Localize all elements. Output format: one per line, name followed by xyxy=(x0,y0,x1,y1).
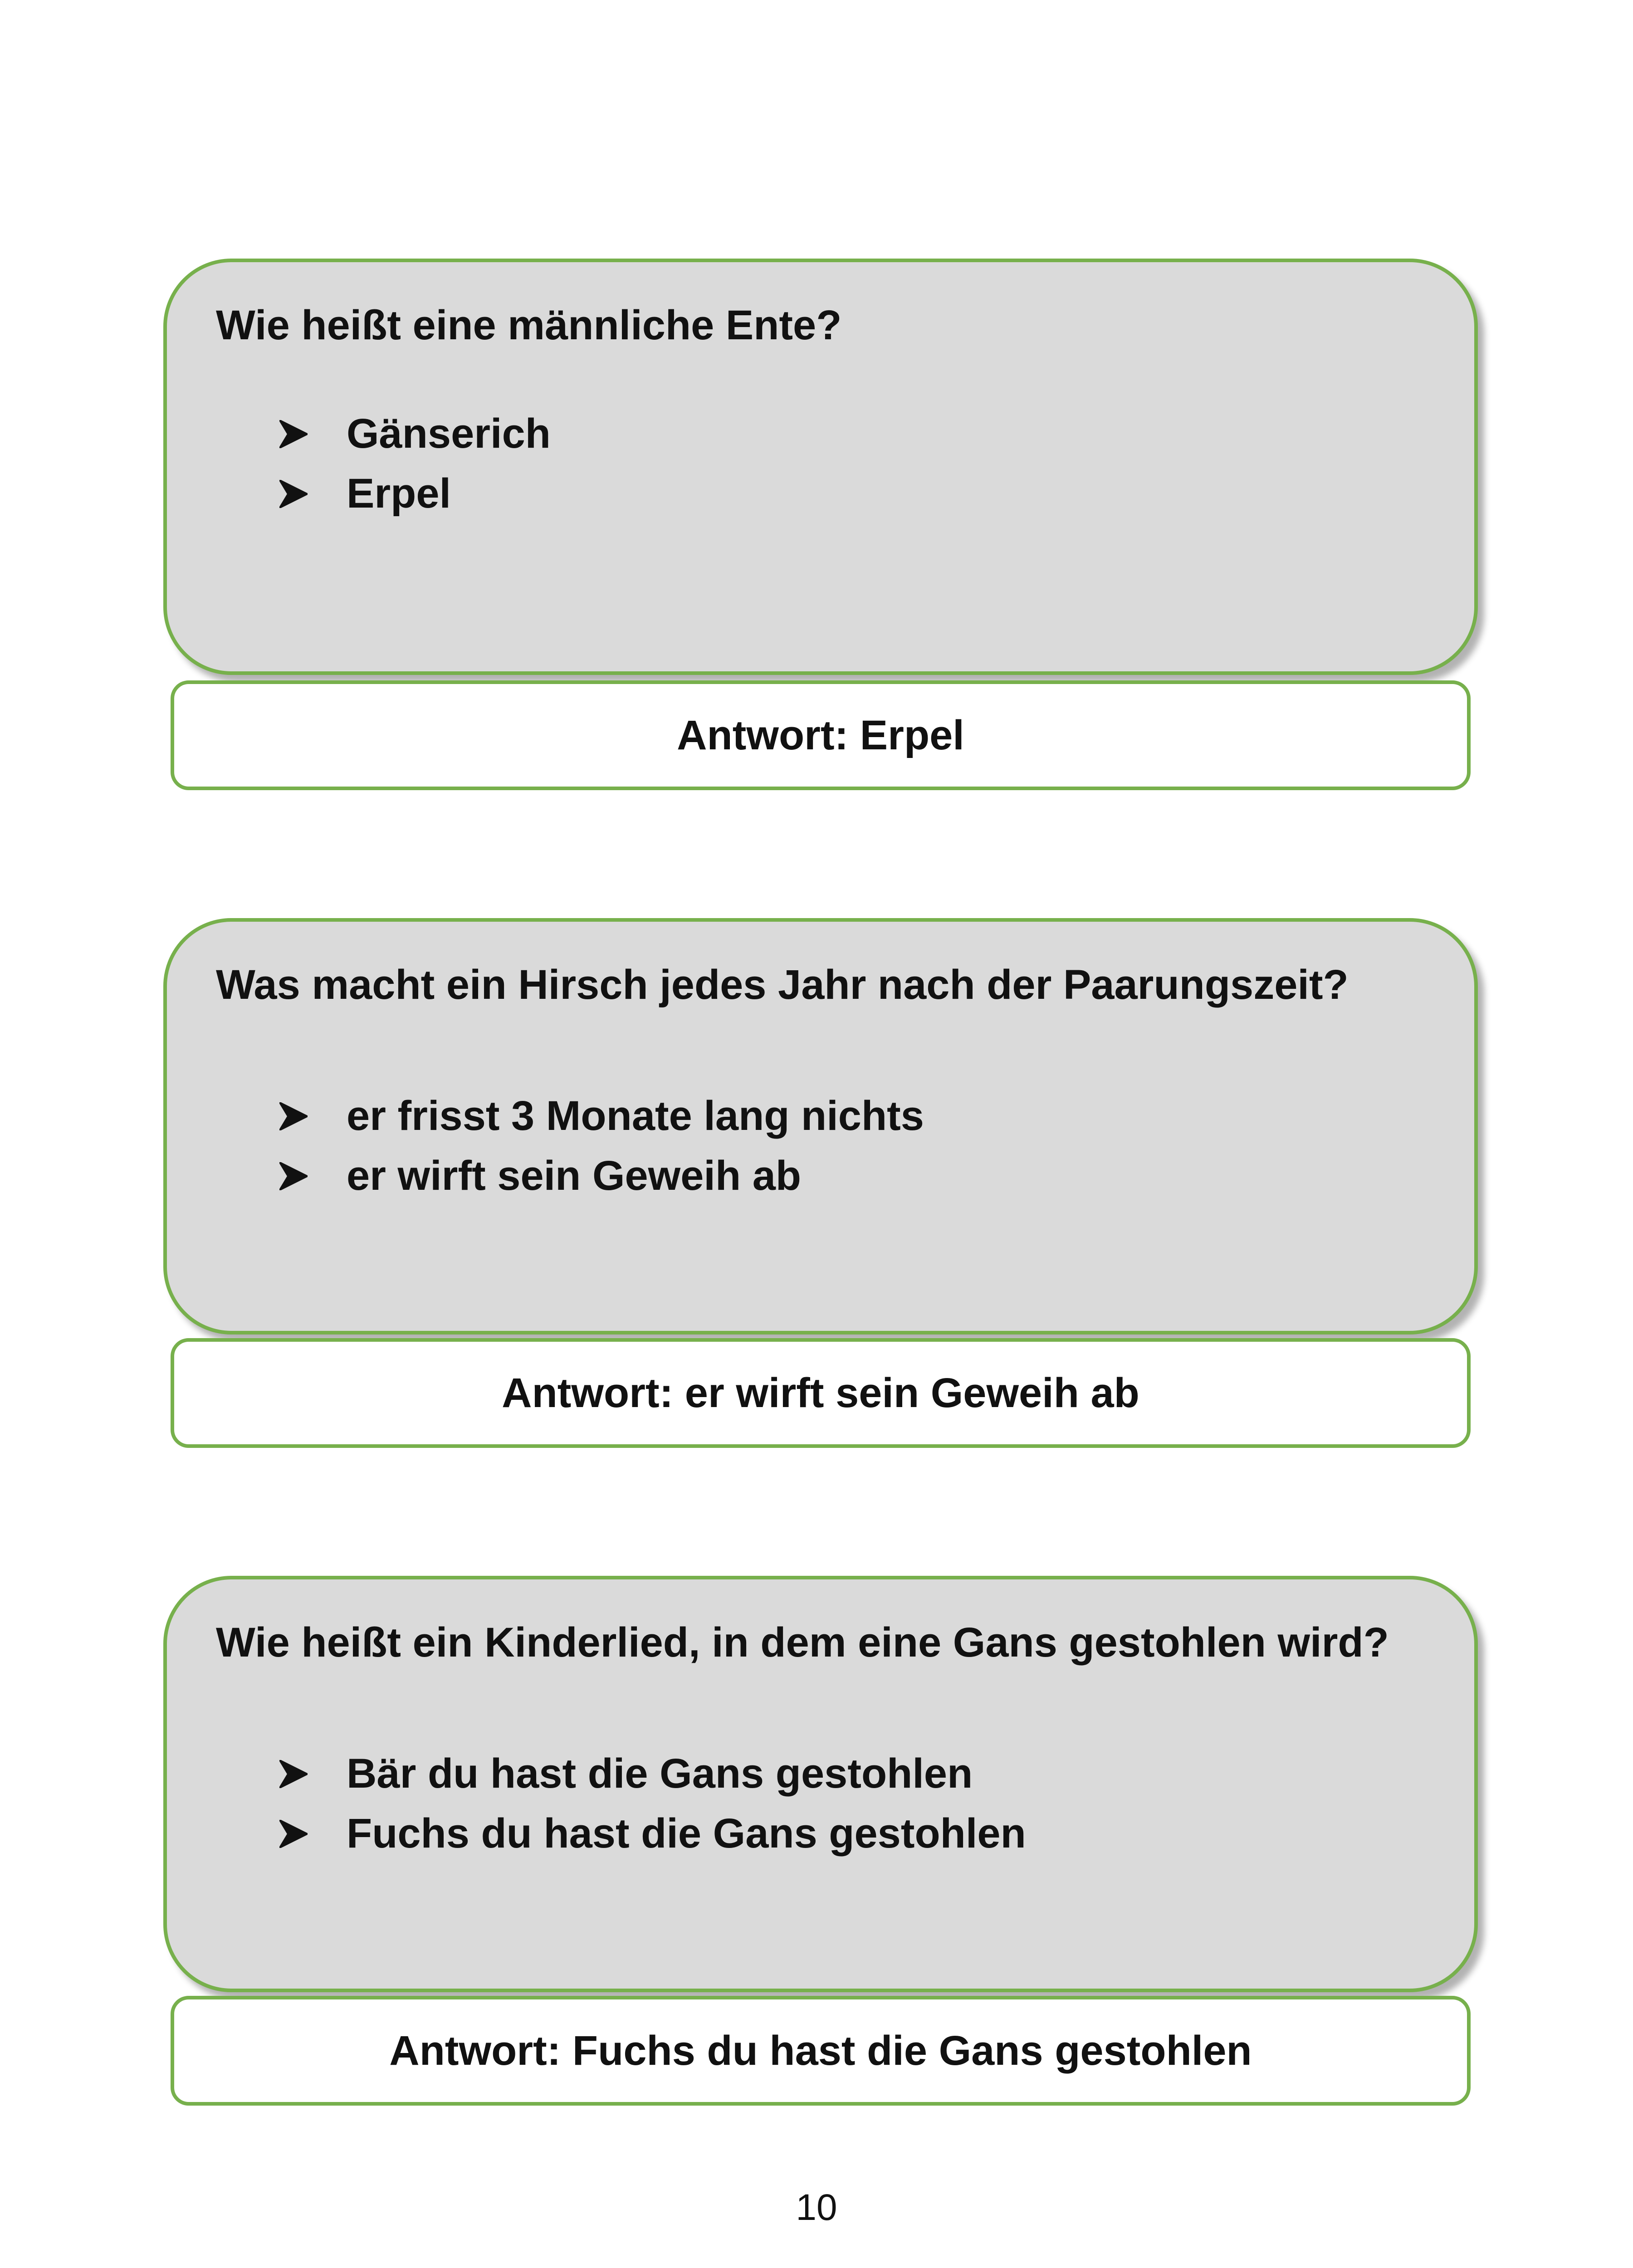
question-text: Wie heißt ein Kinderlied, in dem eine Gans gestohlen wird? xyxy=(216,1619,1389,1666)
question-card-2 xyxy=(163,918,1478,1334)
arrowhead-bullet-icon xyxy=(279,464,316,523)
arrowhead-bullet-icon xyxy=(279,1086,316,1146)
arrowhead-bullet-icon xyxy=(279,404,316,464)
option-label: Erpel xyxy=(347,470,451,517)
answer-box-1: Antwort: Erpel xyxy=(171,680,1471,790)
option-label: er frisst 3 Monate lang nichts xyxy=(347,1093,924,1139)
question-text: Was macht ein Hirsch jedes Jahr nach der Paarungszeit? xyxy=(216,962,1349,1008)
arrowhead-bullet-icon xyxy=(279,1744,316,1804)
page-number: 10 xyxy=(796,2187,837,2228)
answer-box-3: Antwort: Fuchs du hast die Gans gestohlen xyxy=(171,1996,1471,2106)
option-label: Gänserich xyxy=(347,411,551,457)
question-card-3 xyxy=(163,1576,1478,1992)
option-label: er wirft sein Geweih ab xyxy=(347,1153,802,1199)
option-label: Bär du hast die Gans gestohlen xyxy=(347,1750,973,1797)
answer-box-2: Antwort: er wirft sein Geweih ab xyxy=(171,1338,1471,1448)
arrowhead-bullet-icon xyxy=(279,1804,316,1863)
option-label: Fuchs du hast die Gans gestohlen xyxy=(347,1810,1026,1857)
question-text: Wie heißt eine männliche Ente? xyxy=(216,302,842,348)
arrowhead-bullet-icon xyxy=(279,1146,316,1206)
question-card-1 xyxy=(163,259,1478,675)
